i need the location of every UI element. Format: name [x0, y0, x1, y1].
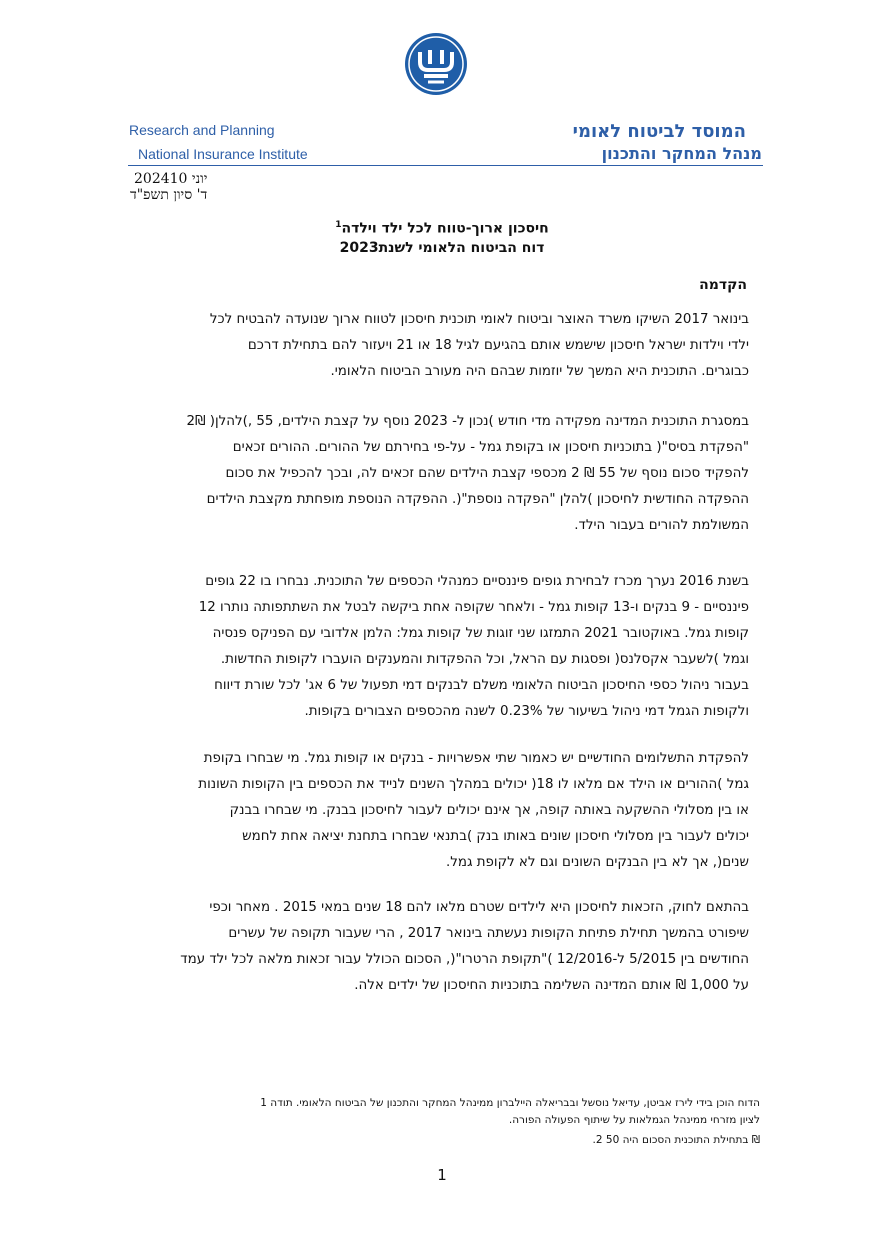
- report-hebrew-date: ד' סיון תשפ"ד: [130, 187, 208, 203]
- org-name-he-line2: מנהל המחקר והתכנון: [601, 144, 762, 163]
- paragraph-3: [137, 569, 749, 725]
- paragraph-1: [137, 307, 749, 385]
- text-line: המשולמת להורים בעבור הילד.: [574, 518, 749, 533]
- text-line: קופות גמל. באוקטובר 2021 התמזגו שני זוגות של קופות גמל: הלמן אלדובי עם הפניקס פנסיה: [212, 626, 749, 641]
- text-line: שיפורט בהמשך תחילת פתיחת הקופות נעשתה בינואר 2017 , הרי שעבור תקופה של עשרים: [228, 926, 749, 941]
- nii-logo-icon: [404, 32, 468, 96]
- text-line: שנים(, אך לא בין הבנקים השונים וגם לא לקופת גמל.: [446, 855, 749, 870]
- text-line: כבוגרים. התוכנית היא המשך של יוזמות שבהם היה מעורב הביטוח הלאומי.: [330, 364, 749, 379]
- footnote-1: הדוח הוכן בידי לירז אביטן, עדיאל נוסשל ובבריאלה היילברון ממינהל המחקר והתכנון של הביטוח הלאומי. תודה 1: [260, 1097, 760, 1109]
- section-heading: הקדמה: [699, 277, 747, 293]
- document-title-text: חיסכון ארוך-טווח לכל ילד וילדה: [341, 220, 549, 237]
- paragraph-5: [137, 895, 749, 999]
- text-line: ההפקדה החודשית לחיסכון )להלן "הפקדה נוספת"(. ההפקדה הנוספת מופחתת מקצבת הילדים: [206, 492, 749, 507]
- report-date: יוני 202410: [134, 171, 208, 187]
- text-line: "הפקדת בסיס"( בתוכניות חיסכון או בקופת גמל - על-פי בחירתם של ההורים. ההורים זכאים: [232, 440, 749, 455]
- footnotes: [200, 1095, 760, 1149]
- text-line: בינואר 2017 השיקו משרד האוצר וביטוח לאומי תוכנית חיסכון לטווח ארוך שנועדה להבטיח לכל: [209, 312, 749, 327]
- paragraph-2: [137, 409, 749, 539]
- text-line: ילדי וילדות ישראל חיסכון שישמש אותם בהגיעם לגיל 18 או 21 ויעזור להם בתחילת דרכם: [247, 338, 749, 353]
- text-line: בעבור ניהול כספי החיסכון הביטוח הלאומי משלם לבנקים דמי תפעול של 6 אג' לכל שורת דיווח: [214, 678, 749, 693]
- org-name-en-line1: Research and Planning: [129, 122, 275, 138]
- text-line: או בין מסלולי ההשקעה באותה קופה, אך אינם יכולים לעבור לחיסכון בבנק. מי שבחרו בבנק: [229, 803, 749, 818]
- text-line: בהתאם לחוק, הזכאות לחיסכון היא לילדים שטרם מלאו להם 18 שנים במאי 2015 . מאחר וכפי: [209, 900, 749, 915]
- text-line: וגמל )לשעבר אקסלנס( ופסגות עם הראל, וכל ההפקדות והמענקים הועברו לקופות החדשות.: [220, 652, 749, 667]
- footnote-1-cont: לציון מזרחי ממינהל הגמלאות על שיתוף הפעולה הפורה.: [508, 1114, 760, 1126]
- document-subtitle: דוח הביטוח הלאומי לשנת2023: [339, 240, 545, 256]
- text-line: גמל )ההורים או הילד אם מלאו לו 18( יכולים במהלך השנים לנייד את הכספים בין הקופות השונות: [198, 777, 749, 792]
- footnote-ref: 1: [335, 220, 342, 230]
- text-line: יכולים לעבור בין מסלולי חיסכון שונים באותו בנק )בתנאי שבחרו בתחנת יציאה אחת לחמש: [242, 829, 749, 844]
- text-line: על 1,000 ₪ אותם המדינה השלימה בתוכניות החיסכון של ילדים אלה.: [354, 978, 749, 993]
- paragraph-4: [137, 746, 749, 876]
- text-line: פיננסיים - 9 בנקים ו-13 קופות גמל - ולאחר שקופה אחת ביקשה לבטל את השתתפותה נותרו 12: [198, 600, 749, 615]
- org-name-en-line2: National Insurance Institute: [138, 146, 308, 162]
- header-divider: [128, 165, 763, 166]
- text-line: במסגרת התוכנית המדינה מפקידה מדי חודש )נכון ל- 2023 נוסף על קצבת הילדים, 55 ,)להלן( 2₪: [186, 414, 749, 429]
- text-line: ולקופות הגמל דמי ניהול בשיעור של 0.23% לשנה מהכספים הצבורים בקופות.: [304, 704, 749, 719]
- text-line: להפקיד סכום נוסף של 55 ₪ 2 מכספי קצבת הילדים שהם זכאים לה, ובכך להכפיל את סכום: [225, 466, 749, 481]
- text-line: החודשים בין 5/2015 ל-12/2016 )"תקופת הרטרו"(, הסכום הכולל עבור זכאות מלאה לכל ילד עמד: [180, 952, 749, 967]
- page-number: 1: [437, 1166, 447, 1184]
- text-line: בשנת 2016 נערך מכרז לבחירת גופים פיננסיים כמנהלי הכספים של התוכנית. נבחרו בו 22 גופים: [205, 574, 749, 589]
- footnote-2: ₪ בתחילת התוכנית הסכום היה 50 2.: [592, 1134, 760, 1146]
- org-name-he-line1: המוסד לביטוח לאומי: [572, 121, 746, 142]
- document-title: [0, 220, 884, 237]
- text-line: להפקדת התשלומים החודשיים יש כאמור שתי אפשרויות - בנקים או קופות גמל. מי שבחרו בקופת: [203, 751, 749, 766]
